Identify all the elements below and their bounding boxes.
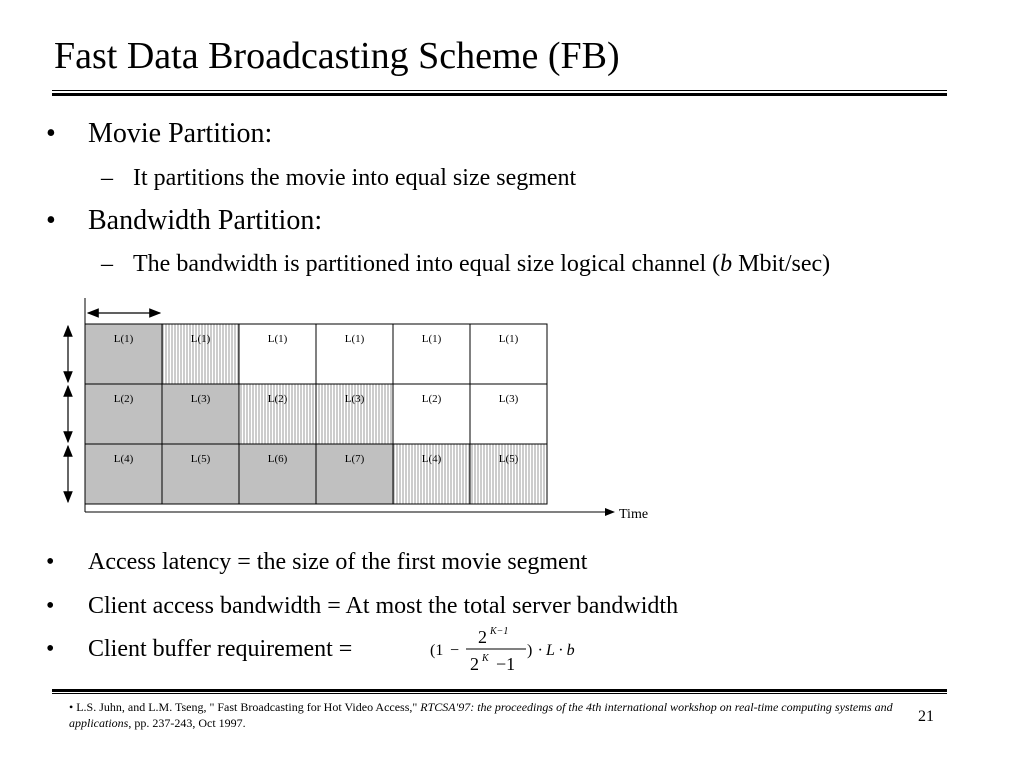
time-axis-label: Time	[619, 507, 649, 522]
segment-label: L(5)	[498, 453, 519, 465]
segment-label: L(1)	[344, 333, 365, 345]
footer-rule-bottom	[52, 693, 947, 694]
bullet-dot: •	[46, 549, 55, 575]
bullet-label: Client access bandwidth = At most the total server bandwidth	[88, 593, 679, 619]
segment-label: L(3)	[190, 393, 211, 405]
segment-label: L(1)	[113, 333, 134, 345]
sub-bullet-text: It partitions the movie into equal size segment	[133, 165, 577, 191]
citation-footnote	[69, 699, 899, 731]
bullet-dot: •	[46, 205, 56, 236]
segment-label: L(6)	[267, 453, 288, 465]
footnote-suffix: , pp. 237-243, Oct 1997.	[128, 716, 246, 730]
segment-label: L(1)	[498, 333, 519, 345]
segment-label: L(2)	[267, 393, 288, 405]
footnote-italic: RTCSA'97: the proceedings of the 4th international workshop on real-time computing systems and applications	[69, 700, 893, 730]
segment-label: L(7)	[344, 453, 365, 465]
sub-text-italic: b	[720, 251, 733, 277]
bullet-dot: •	[46, 118, 56, 149]
segment-label: L(4)	[421, 453, 442, 465]
bullet-label: Client buffer requirement =	[88, 636, 353, 662]
bullet-dot: •	[46, 593, 55, 619]
bullet-dot: •	[46, 636, 55, 662]
formula-den-tail: −1	[496, 654, 516, 674]
formula-tail: · L · b	[538, 642, 575, 659]
formula-close: )	[527, 642, 533, 659]
segment-label: L(3)	[344, 393, 365, 405]
footnote-prefix: • L.S. Juhn, and L.M. Tseng, " Fast Broadcasting for Hot Video Access,"	[69, 700, 421, 714]
footer-rule-top	[52, 689, 947, 692]
formula-num-base: 2	[478, 627, 487, 647]
sub-bullet-dash: –	[101, 251, 113, 277]
formula-open: (1	[430, 642, 444, 659]
segment-label: L(1)	[190, 333, 211, 345]
sub-text-suffix: Mbit/sec)	[732, 251, 831, 277]
segment-label: L(1)	[267, 333, 288, 345]
formula-den-base: 2	[470, 654, 479, 674]
bullet-label: Access latency = the size of the first movie segment	[88, 549, 588, 575]
schedule-grid	[85, 324, 547, 504]
formula-minus: −	[450, 642, 460, 659]
sub-bullet-dash: –	[101, 165, 113, 191]
formula-den-exp: K	[482, 653, 489, 664]
slide-title: Fast Data Broadcasting Scheme (FB)	[54, 35, 620, 77]
segment-label: L(2)	[113, 393, 134, 405]
bullet-label: Bandwidth Partition:	[88, 205, 323, 236]
segment-label: L(4)	[113, 453, 134, 465]
page-number: 21	[918, 708, 934, 725]
buffer-formula	[428, 624, 598, 676]
segment-label: L(5)	[190, 453, 211, 465]
bullet-label: Movie Partition:	[88, 118, 273, 149]
segment-label: L(1)	[421, 333, 442, 345]
segment-label: L(2)	[421, 393, 442, 405]
formula-num-exp: K−1	[490, 626, 509, 637]
segment-label: L(3)	[498, 393, 519, 405]
sub-text-prefix: The bandwidth is partitioned into equal size logical channel (	[133, 251, 721, 277]
